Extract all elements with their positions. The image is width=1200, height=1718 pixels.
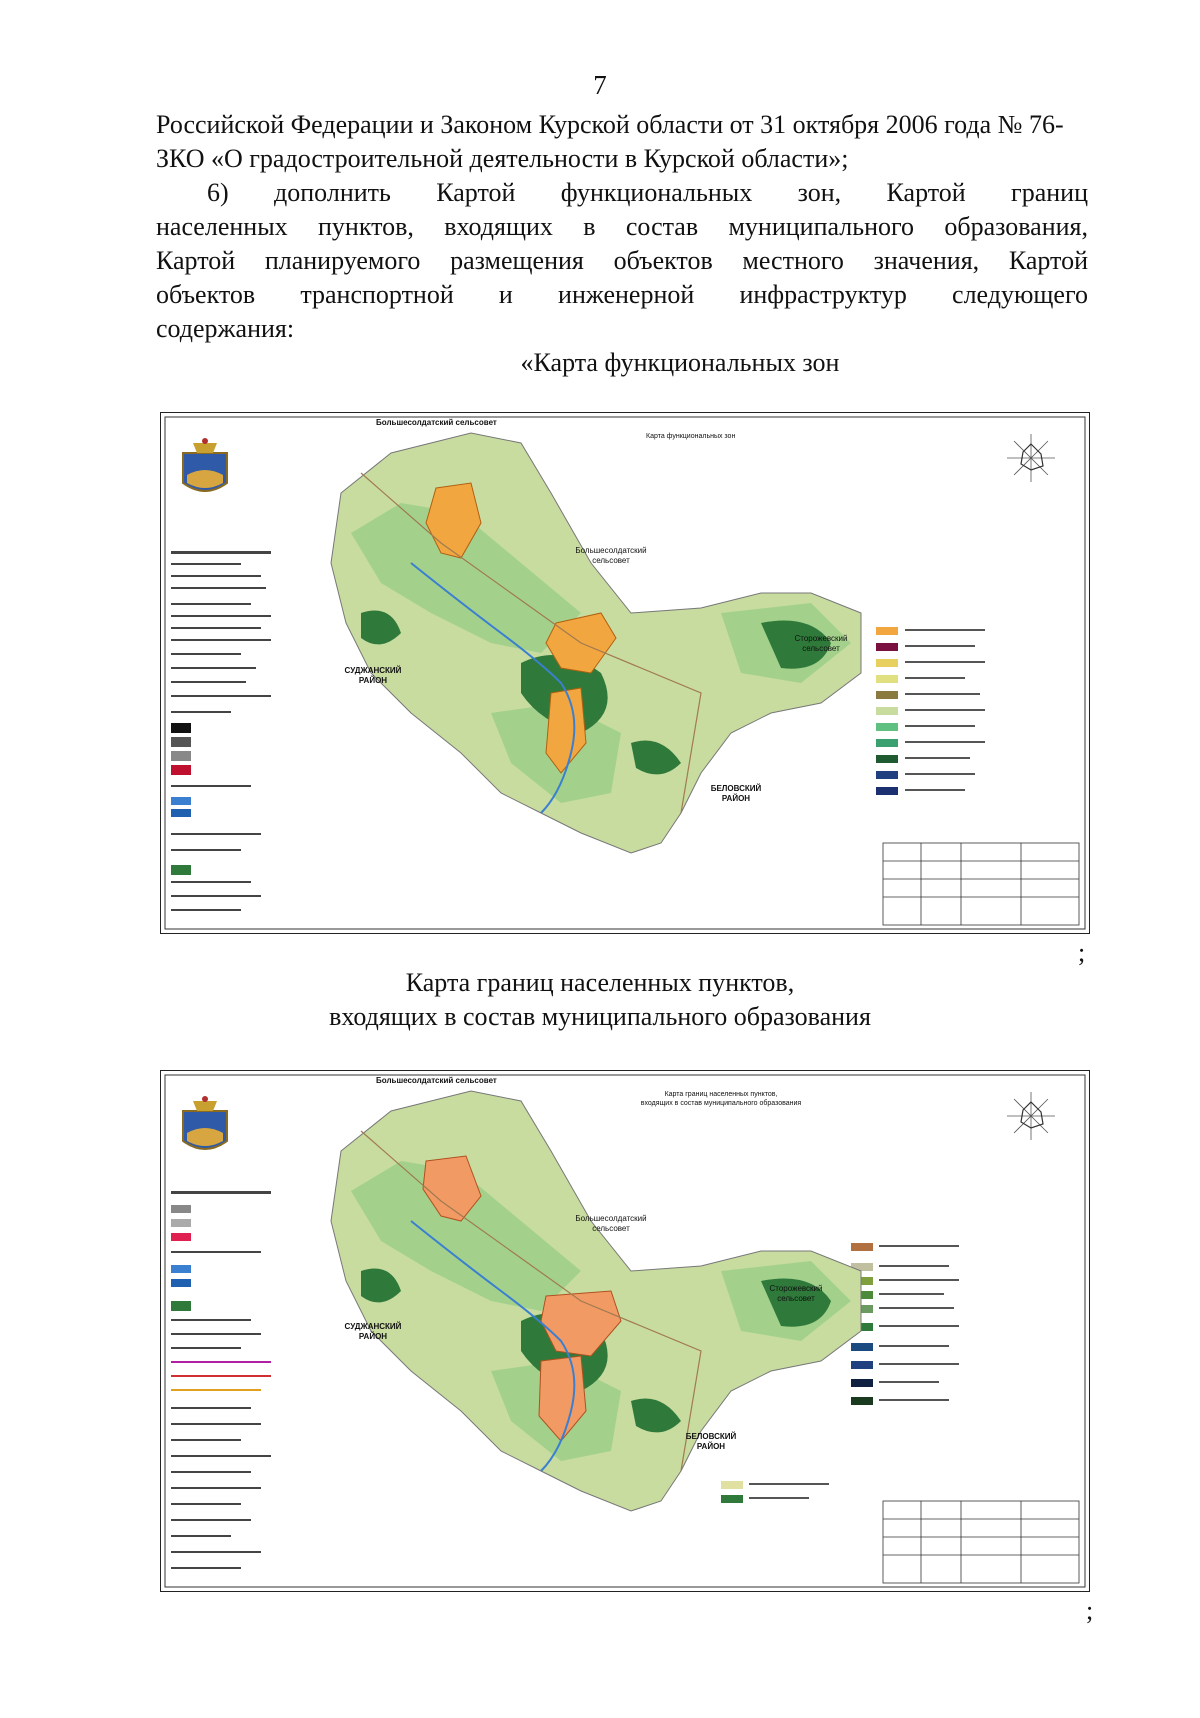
compass-rose-icon (1007, 1092, 1055, 1140)
page-number: 7 (593, 70, 607, 100)
map2-west-label-line2: РАЙОН (358, 1332, 388, 1341)
paragraph-item-6-line2: населенных пунктов, входящих в состав муниципального образования, (156, 212, 1088, 241)
map2-south-label-line2: РАЙОН (696, 1442, 726, 1451)
map1-title: Карта функциональных зон (646, 433, 736, 440)
map1-south-label-line2: РАЙОН (721, 794, 751, 803)
coat-of-arms-icon (183, 438, 227, 491)
map2-east-label-line2: сельсовет (777, 1294, 815, 1303)
heading-settlement-borders-line2: входящих в состав муниципального образования (329, 1002, 871, 1031)
map-legend-right (876, 627, 985, 795)
paragraph-item-6-line1: 6) дополнить Картой функциональных зон, Картой границ (207, 178, 1088, 207)
semicolon-2: ; (1086, 1596, 1094, 1625)
heading-settlement-borders-line1: Карта границ населенных пунктов, (405, 968, 795, 997)
settlement-borders-map (160, 1070, 1090, 1592)
paragraph-item-6-line5: содержания: (156, 314, 295, 343)
title-block-stamp (883, 1501, 1079, 1583)
map-legend-left (171, 551, 271, 911)
settlement-borders-map-drawing (161, 1071, 1089, 1591)
paragraph-item-6-line3: Картой планируемого размещения объектов местного значения, Картой (156, 246, 1088, 275)
map2-west-label-line1: СУДЖАНСКИЙ (344, 1322, 402, 1331)
compass-rose-icon (1007, 434, 1055, 482)
heading-functional-zones: «Карта функциональных зон (520, 348, 840, 377)
paragraph-item-6-line4: объектов транспортной и инженерной инфраструктур следующего (156, 280, 1088, 309)
map2-title-line2: входящих в состав муниципального образования (640, 1100, 802, 1107)
map1-center-label-line1: Большесолдатский (575, 546, 647, 555)
title-block-stamp (883, 843, 1079, 925)
map1-east-label-line2: сельсовет (802, 644, 840, 653)
functional-zones-map-drawing (161, 413, 1089, 933)
map1-west-label-line2: РАЙОН (358, 676, 388, 685)
map1-center-label-line2: сельсовет (592, 556, 630, 565)
map2-south-label-line1: БЕЛОВСКИЙ (685, 1432, 737, 1441)
paragraph-law-reference: Российской Федерации и Законом Курской области от 31 октября 2006 года № 76-ЗКО «О градостроительной деятельности в Курской области»; (156, 110, 1064, 173)
map1-north-neighbor: Большесолдатский сельсовет (376, 418, 497, 427)
map-legend-left (171, 1191, 271, 1569)
map2-east-label-line1: Сторожевский (769, 1284, 823, 1293)
functional-zones-map (160, 412, 1090, 934)
map2-north-neighbor: Большесолдатский сельсовет (376, 1076, 497, 1085)
map2-center-label-line1: Большесолдатский (575, 1214, 647, 1223)
map2-center-label-line2: сельсовет (592, 1224, 630, 1233)
map1-east-label-line1: Сторожевский (794, 634, 848, 643)
map2-title-line1: Карта границ населенных пунктов, (664, 1091, 778, 1098)
map1-south-label-line1: БЕЛОВСКИЙ (710, 784, 762, 793)
semicolon-1: ; (1078, 938, 1086, 967)
map1-west-label-line1: СУДЖАНСКИЙ (344, 666, 402, 675)
coat-of-arms-icon (183, 1096, 227, 1149)
